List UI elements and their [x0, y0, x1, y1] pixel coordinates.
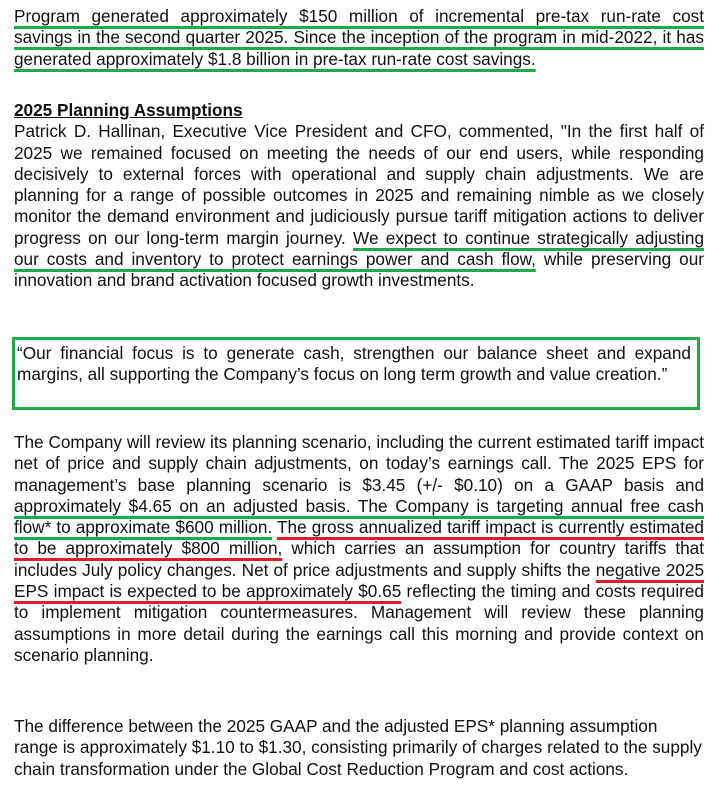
- cfo-comment-paragraph: [14, 121, 704, 291]
- scenario-text-1: The Company will review its planning scenario, including the current estimated tariff impact net of price and supply chain adjustments, on today’s earnings call. The 2025 EPS for management’s base planning scenario is $3.45 (+/- $0.10) on a GAAP basis and: [14, 432, 704, 495]
- cost-savings-section: [14, 6, 704, 70]
- cfo-comment-text-end: while preserving our innovation and brand activation focused growth investments.: [14, 249, 704, 291]
- planning-scenario-section: [14, 432, 704, 666]
- gaap-difference-section: [14, 716, 704, 780]
- planning-section: [14, 100, 704, 292]
- gaap-difference-paragraph: The difference between the 2025 GAAP and the adjusted EPS* planning assumption range is approximately $1.10 to $1.30, consisting primarily of charges related to the supply chain transformation under the Global Cost Reduction Program and cost actions.: [14, 716, 702, 779]
- cost-savings-highlight: Program generated approximately $150 million of incremental pre-tax run-rate cost savings in the second quarter 2025. Since the inception of the program in mid-2022, it has generated approximately $1.8 billion in pre-tax run-rate cost savings.: [14, 6, 704, 69]
- scenario-text-3: which carries an assumption for country tariffs that includes July policy changes. Net of price adjustments and supply shifts the: [14, 538, 704, 580]
- planning-scenario-paragraph: [14, 432, 704, 666]
- financial-focus-quote-box: [12, 337, 700, 410]
- scenario-text-4: reflecting the timing and costs required to implement mitigation countermeasures. Management will review these planning assumptions in more detail during the earnings call this morning and provide context on scenario planning.: [14, 581, 704, 665]
- adjusted-eps-fcf-highlight: approximately $4.65 on an adjusted basis. The Company is targeting annual free cash flow* to approximate $600 million.: [14, 495, 704, 538]
- eps-impact-highlight: negative 2025 EPS impact is expected to be approximately $0.65: [14, 559, 705, 602]
- cfo-comment-text: Patrick D. Hallinan, Executive Vice President and CFO, commented, "In the first half of 2025 we remained focused on meeting the needs of our end users, while responding decisively to external forces with operational and supply chain adjustments. We are planning for a range of possible outcomes in 2025 and remaining nimble as we closely monitor the demand environment and judiciously pursue tariff mitigation actions to deliver progress on our long-term margin journey.: [14, 121, 704, 248]
- section-heading: 2025 Planning Assumptions: [14, 100, 243, 120]
- financial-focus-quote: “Our financial focus is to generate cash, strengthen our balance sheet and expand margins, all supporting the Company’s focus on long term growth and value creation.”: [17, 343, 691, 385]
- cost-savings-paragraph: [14, 6, 704, 70]
- tariff-impact-highlight: The gross annualized tariff impact is currently estimated to be approximately $800 million,: [14, 517, 704, 559]
- cost-inventory-highlight: We expect to continue strategically adjusting our costs and inventory to protect earnings power and cash flow,: [14, 227, 704, 270]
